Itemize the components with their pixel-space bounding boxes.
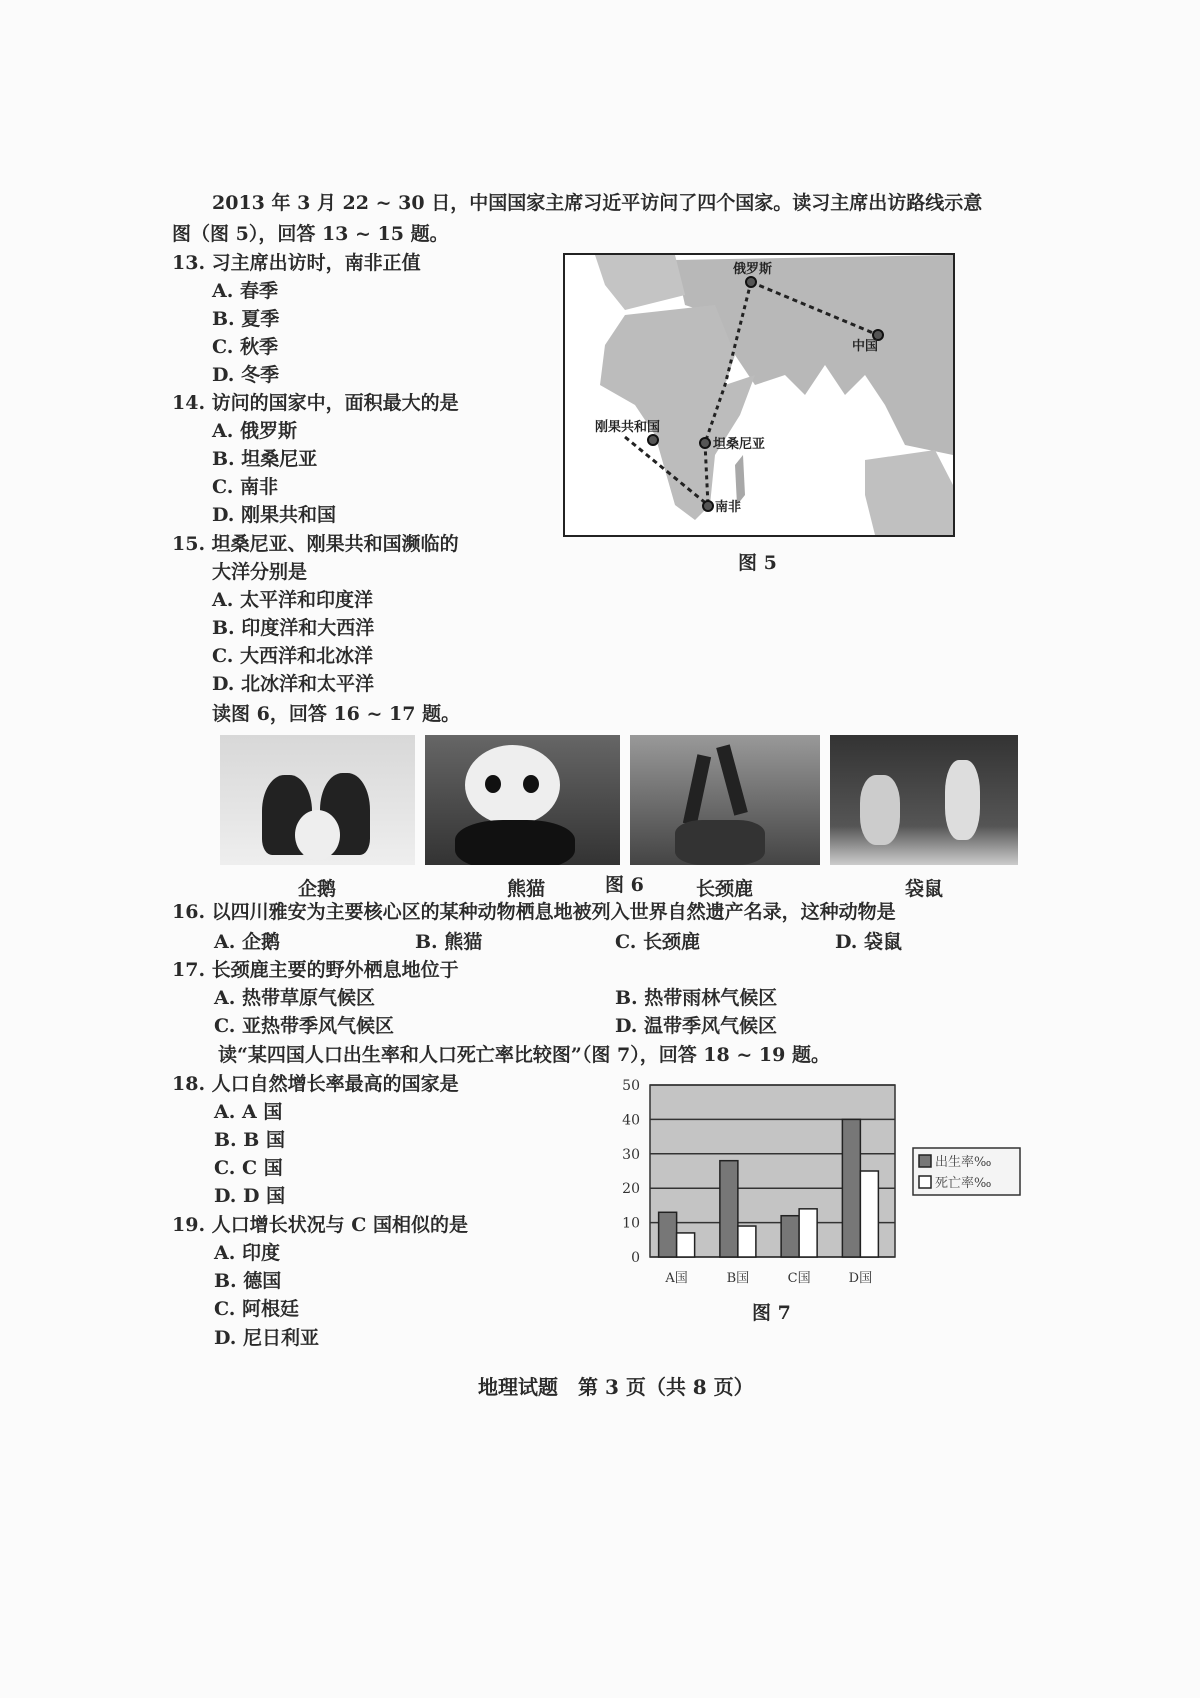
- legend-swatch: [919, 1155, 931, 1167]
- x-tick-label: A国: [665, 1271, 688, 1286]
- q17-option: B. 热带雨林气候区: [615, 987, 778, 1009]
- map-label-congo: 刚果共和国: [595, 420, 661, 435]
- q19-option: B. 德国: [214, 1270, 282, 1292]
- q13-option: C. 秋季: [212, 336, 279, 358]
- population-chart: [600, 1070, 1040, 1300]
- bar-birth: [842, 1119, 860, 1257]
- map-graphic: [565, 255, 953, 535]
- bar-birth: [720, 1161, 738, 1257]
- q16-option: A. 企鹅: [214, 931, 280, 953]
- q18-stem: 18. 人口自然增长率最高的国家是: [172, 1073, 459, 1095]
- q13-option: B. 夏季: [212, 308, 280, 330]
- bar-death: [738, 1226, 756, 1257]
- kangaroo-photo: [830, 735, 1018, 865]
- q14-option: A. 俄罗斯: [212, 420, 297, 442]
- q15-option: C. 大西洋和北冰洋: [212, 645, 374, 667]
- q13-option: D. 冬季: [212, 364, 280, 386]
- q16-option: C. 长颈鹿: [615, 931, 701, 953]
- q15-stem: 15. 坦桑尼亚、刚果共和国濒临的: [172, 533, 459, 555]
- legend-label: 死亡率‰: [935, 1176, 992, 1191]
- caption-panda: 熊猫: [507, 878, 546, 900]
- caption-giraffe: 长颈鹿: [696, 878, 754, 900]
- fig7-intro: 读“某四国人口出生率和人口死亡率比较图”（图 7），回答 18 ~ 19 题。: [218, 1044, 830, 1066]
- q16-option: B. 熊猫: [415, 931, 483, 953]
- legend-swatch: [919, 1176, 931, 1188]
- map-label-tanzania: 坦桑尼亚: [713, 437, 766, 452]
- q19-option: C. 阿根廷: [214, 1298, 300, 1320]
- q15-stem2: 大洋分别是: [212, 561, 308, 583]
- panda-photo: [425, 735, 620, 865]
- map-label-russia: 俄罗斯: [733, 262, 773, 277]
- y-tick-label: 50: [622, 1078, 640, 1094]
- fig7-caption: 图 7: [752, 1302, 791, 1324]
- intro-line2: 图（图 5），回答 13 ~ 15 题。: [172, 223, 449, 245]
- legend-label: 出生率‰: [935, 1155, 992, 1170]
- y-tick-label: 40: [622, 1112, 640, 1129]
- giraffe-photo: [630, 735, 820, 865]
- q17-option: A. 热带草原气候区: [214, 987, 375, 1009]
- q14-option: D. 刚果共和国: [212, 504, 337, 526]
- y-tick-label: 20: [622, 1181, 640, 1198]
- intro-line1: 2013 年 3 月 22 ~ 30 日，中国国家主席习近平访问了四个国家。读习主席出访路线示意: [212, 192, 983, 214]
- bar-death: [860, 1171, 878, 1257]
- page-footer: 地理试题 第 3 页（共 8 页）: [478, 1375, 754, 1399]
- y-tick-label: 10: [622, 1215, 640, 1232]
- q17-stem: 17. 长颈鹿主要的野外栖息地位于: [172, 959, 459, 981]
- bar-death: [677, 1233, 695, 1257]
- x-tick-label: C国: [787, 1271, 811, 1286]
- bar-birth: [781, 1216, 799, 1257]
- q15-option: A. 太平洋和印度洋: [212, 589, 373, 611]
- y-tick-label: 0: [631, 1250, 640, 1266]
- q14-stem: 14. 访问的国家中，面积最大的是: [172, 392, 459, 414]
- q16-option: D. 袋鼠: [835, 931, 903, 953]
- q19-option: A. 印度: [214, 1242, 280, 1264]
- map-label-china: 中国: [852, 339, 879, 354]
- q17-option: C. 亚热带季风气候区: [214, 1015, 395, 1037]
- map-label-south-africa: 南非: [715, 500, 742, 515]
- bar-death: [799, 1209, 817, 1257]
- q18-option: A. A 国: [214, 1101, 283, 1123]
- q14-option: C. 南非: [212, 476, 279, 498]
- fig6-intro: 读图 6，回答 16 ~ 17 题。: [212, 703, 461, 725]
- y-tick-label: 30: [622, 1146, 640, 1163]
- x-tick-label: B国: [726, 1271, 750, 1286]
- bar-birth: [659, 1212, 677, 1257]
- q13-option: A. 春季: [212, 280, 278, 302]
- q14-option: B. 坦桑尼亚: [212, 448, 318, 470]
- fig6-caption: 图 6: [605, 874, 644, 896]
- x-tick-label: D国: [848, 1271, 873, 1286]
- q16-stem: 16. 以四川雅安为主要核心区的某种动物栖息地被列入世界自然遗产名录，这种动物是: [172, 901, 896, 923]
- q13-stem: 13. 习主席出访时，南非正值: [172, 252, 421, 274]
- q18-option: B. B 国: [214, 1129, 285, 1151]
- q15-option: B. 印度洋和大西洋: [212, 617, 375, 639]
- route-map: [563, 253, 955, 537]
- q15-option: D. 北冰洋和太平洋: [212, 673, 375, 695]
- q18-option: C. C 国: [214, 1157, 283, 1179]
- q19-option: D. 尼日利亚: [214, 1327, 320, 1349]
- q18-option: D. D 国: [214, 1185, 286, 1207]
- caption-kangaroo: 袋鼠: [905, 878, 944, 900]
- q19-stem: 19. 人口增长状况与 C 国相似的是: [172, 1214, 469, 1236]
- penguin-photo: [220, 735, 415, 865]
- q17-option: D. 温带季风气候区: [615, 1015, 778, 1037]
- caption-penguin: 企鹅: [298, 878, 337, 900]
- fig5-caption: 图 5: [738, 552, 777, 574]
